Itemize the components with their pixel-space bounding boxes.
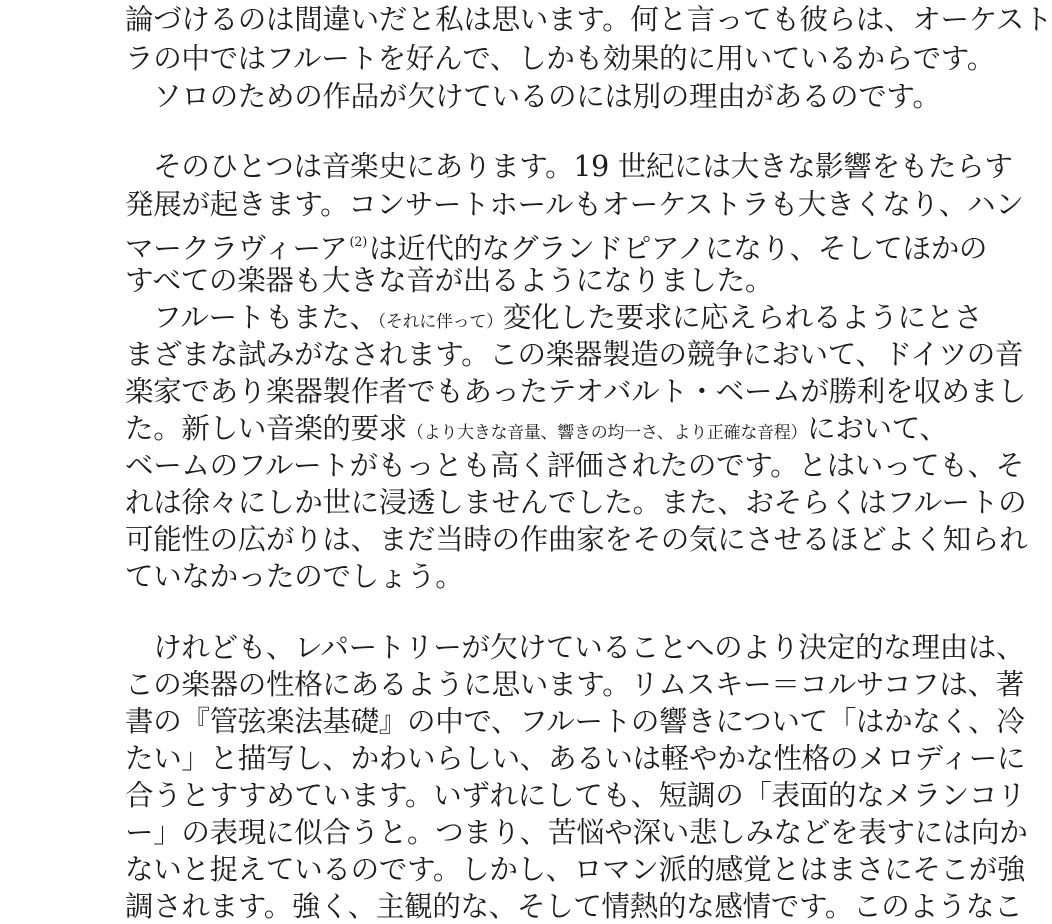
text-line: 可能性の広がりは、まだ当時の作曲家をその気にさせるほどよく知られ [125, 523, 1028, 556]
text-line: ー」の表現に似合うと。つまり、苦悩や深い悲しみなどを表すには向か [125, 816, 1028, 849]
text-line: この楽器の性格にあるように思います。リムスキー＝コルサコフは、著 [125, 668, 1024, 701]
text-line: 調されます。強く、主観的な、そして情熱的な感情です。このようなこ [125, 890, 1023, 923]
text-line [125, 226, 988, 266]
text-line: そのひとつは音楽史にあります。19 世紀には大きな影響をもたらす [125, 150, 1013, 183]
text-line [125, 301, 983, 339]
text-line: ソロのための作品が欠けているのには別の理由があるのです。 [125, 80, 941, 113]
text-line: 発展が起きます。コンサートホールもオーケストラも大きくなり、ハン [125, 188, 1024, 221]
footnote-mark: (2) [349, 235, 367, 250]
text-line: けれども、レパートリーが欠けていることへのより決定的な理由は、 [125, 631, 1025, 664]
inline-note: （より大きな音量、響きの均一さ、より正確な音程） [407, 423, 808, 443]
text-span: は近代的なグランドピアノになり、そしてほかの [368, 232, 988, 265]
text-line: 合うとすすめています。いずれにしても、短調の「表面的なメランコリ [125, 779, 1026, 812]
text-span: フルートもまた、 [125, 301, 378, 334]
text-line: ラの中ではフルートを好んで、しかも効果的に用いているからです。 [125, 42, 995, 75]
text-span: において、 [807, 412, 948, 445]
text-line: 書の『管弦楽法基礎』の中で、フルートの響きについて「はかなく、冷 [125, 705, 1025, 738]
text-line: まざまな試みがなされます。この楽器製造の競争において、ドイツの音 [125, 338, 1024, 371]
text-span: た。新しい音楽的要求 [125, 412, 408, 445]
text-line: 楽家であり楽器製作者でもあったテオバルト・ベームが勝利を収めまし [125, 375, 1026, 408]
text-line: ベームのフルートがもっとも高く評価されたのです。とはいっても、そ [125, 449, 1024, 482]
text-line: ないと捉えているのです。しかし、ロマン派的感覚とはまさにそこが強 [125, 853, 1026, 886]
text-line: 論づけるのは間違いだと私は思います。何と言っても彼らは、オーケスト [125, 3, 1052, 36]
text-line: れは徐々にしか世に浸透しませんでした。また、おそらくはフルートの [125, 486, 1027, 519]
text-line [125, 412, 948, 450]
text-line: ていなかったのでしょう。 [125, 560, 464, 593]
text-line: たい」と描写し、かわいらしい、あるいは軽やかな性格のメロディーに [125, 742, 1026, 775]
inline-note: （それに伴って） [377, 312, 503, 332]
text-line: すべての楽器も大きな音が出るようになりました。 [125, 264, 774, 297]
text-span: マークラヴィーア [125, 232, 348, 265]
text-span: 変化した要求に応えられるようにとさ [502, 301, 983, 334]
